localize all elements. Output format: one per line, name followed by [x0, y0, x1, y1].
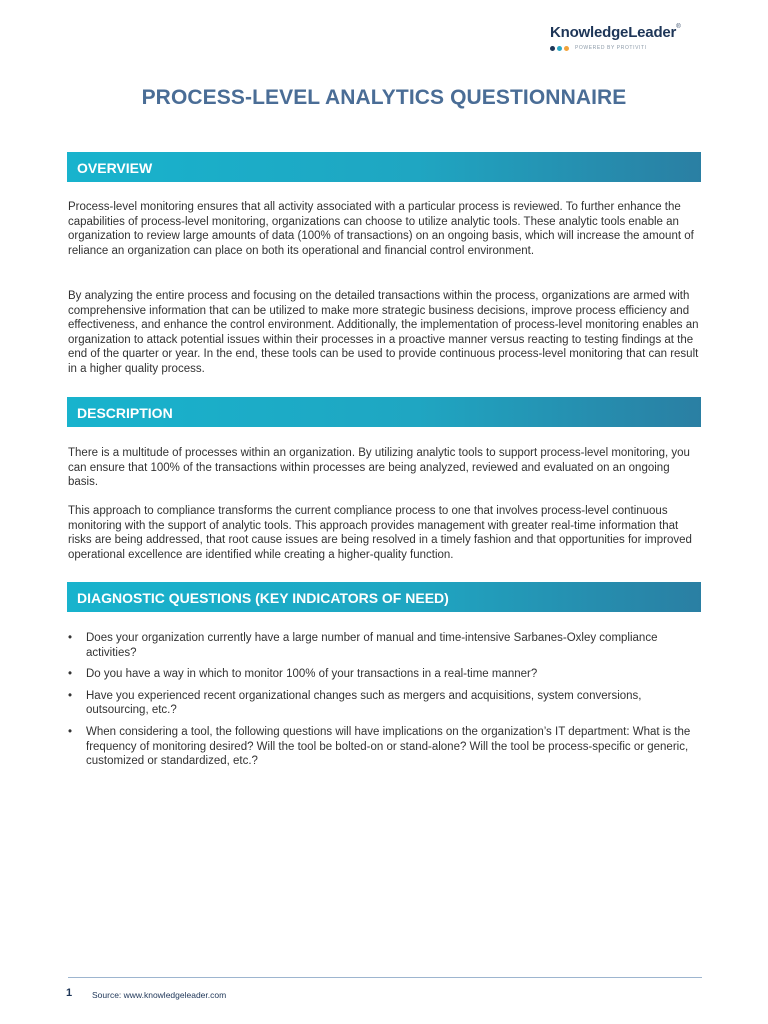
overview-heading: OVERVIEW: [67, 152, 701, 182]
bullet-icon: •: [68, 668, 73, 681]
logo-dots-icon: [550, 46, 569, 51]
source-citation: Source: www.knowledgeleader.com: [92, 990, 227, 1000]
logo-registered-mark: ®: [676, 24, 681, 30]
diagnostic-questions-list: [68, 631, 702, 776]
footer-divider: [68, 977, 702, 978]
bullet-icon: •: [68, 632, 73, 644]
overview-paragraph-2: By analyzing the entire process and focusing on the detailed transactions within the process, organizations are armed with comprehensive information that can be utilized to make more strategic business decisions, improve process efficiency and effectiveness, and enhance the control environment. Additionally, the implementation of process-level monitoring enables an organization to attack potential issues within their processes in a proactive manner versus reacting to testing findings at the end of the quarter or year. In the end, these tools can be used to provide continuous process-level monitoring that can result in a higher quality process.: [68, 290, 699, 375]
description-paragraph-1: There is a multitude of processes within an organization. By utilizing analytic tools to support process-level monitoring, you can ensure that 100% of the transactions within processes are being analyzed, reviewed and evaluated on an ongoing basis.: [68, 447, 690, 489]
knowledgeleader-logo: [550, 24, 700, 51]
page-title: PROCESS-LEVEL ANALYTICS QUESTIONNAIRE: [141, 86, 627, 109]
description-heading: DESCRIPTION: [67, 397, 701, 427]
diagnostic-questions-heading: DIAGNOSTIC QUESTIONS (KEY INDICATORS OF NEED): [67, 582, 701, 612]
overview-paragraph-1: Process-level monitoring ensures that all activity associated with a particular process is reviewed. To further enhance the capabilities of process-level monitoring, organizations can choose to utilize analytic tools. These analytic tools enable an organization to review large amounts of data (100% of transactions) on an ongoing basis, which will increase the amount of reliance an organization can place on both its operational and financial control environment.: [68, 201, 694, 257]
bullet-icon: •: [68, 689, 73, 702]
list-item: [68, 631, 702, 660]
question-text: Does your organization currently have a large number of manual and time-intensive Sarbanes-Oxley compliance activities?: [86, 632, 658, 659]
list-item: [68, 667, 702, 682]
logo-tagline: POWERED BY PROTIVITI: [575, 45, 647, 51]
description-paragraph-2: This approach to compliance transforms the current compliance process to one that involves process-level continuous monitoring with the support of analytic tools. This approach provides management with greater real-time information that risks are being addressed, that root cause issues are being resolved in a timely fashion and that opportunities for improved operational excellence are identified while creating a higher-quality function.: [68, 505, 692, 561]
question-text: When considering a tool, the following questions will have implications on the organization’s IT department: What is the frequency of monitoring desired? Will the tool be bolted-on or stand-alone? Will the tool be process-specific or generic, customized or standardized, etc.?: [86, 725, 691, 768]
page-number: 1: [66, 987, 73, 999]
bullet-icon: •: [68, 725, 73, 738]
list-item: [68, 689, 702, 718]
logo-wordmark: KnowledgeLeader: [550, 24, 677, 41]
question-text: Have you experienced recent organizational changes such as mergers and acquisitions, system conversions, outsourcing, etc.?: [86, 689, 642, 717]
list-item: [68, 725, 702, 769]
question-text: Do you have a way in which to monitor 100% of your transactions in a real-time manner?: [86, 668, 538, 681]
